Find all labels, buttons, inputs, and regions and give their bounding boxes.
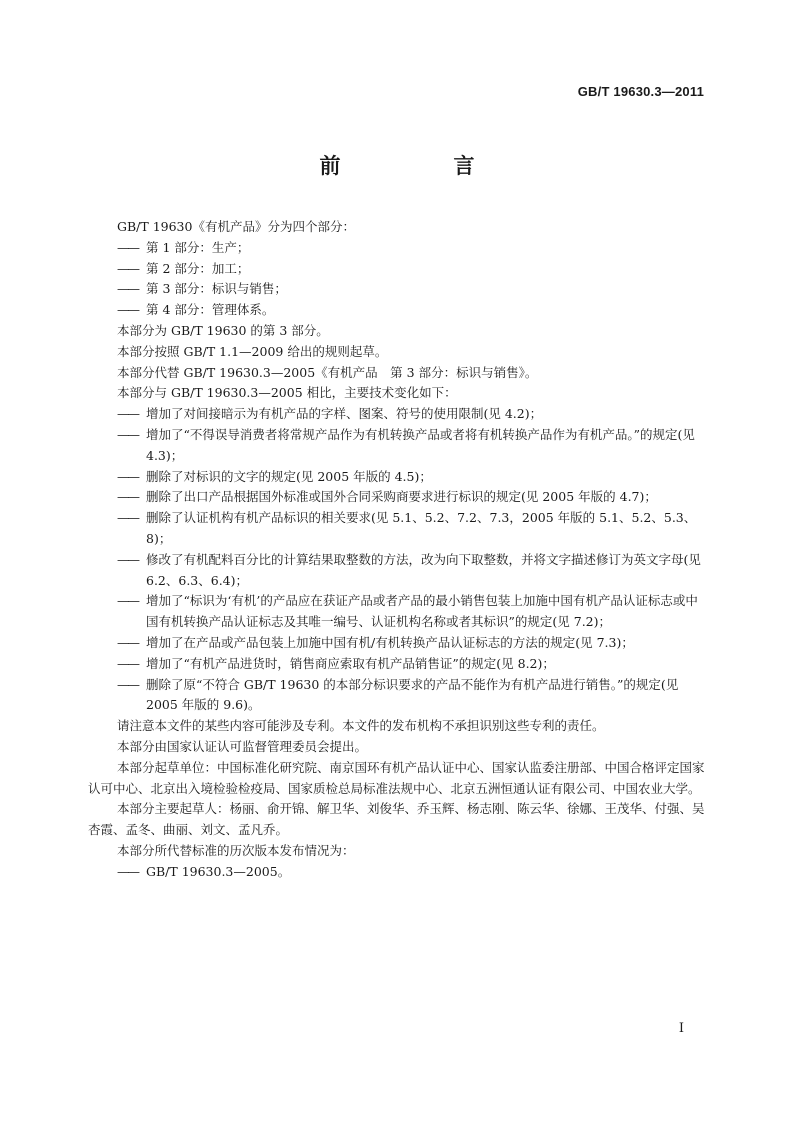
- dash-mark: ——: [117, 634, 138, 650]
- list-item-text: 第 3 部分：标识与销售；: [146, 281, 287, 297]
- list-item: [117, 675, 707, 717]
- list-item: [117, 259, 707, 280]
- this-part-paragraph: 本部分为 GB/T 19630 的第 3 部分。: [117, 322, 329, 338]
- list-item: [117, 279, 707, 300]
- dash-mark: ——: [117, 593, 138, 609]
- list-item-text: 删除了认证机构有机产品标识的相关要求(见 5.1、5.2、7.2、7.3，2005 年版的 5.1、5.2、5.3、8)；: [146, 510, 697, 546]
- dash-mark: ——: [117, 551, 138, 567]
- list-item: [117, 404, 707, 425]
- dash-mark: ——: [117, 281, 138, 297]
- list-item: [117, 508, 707, 550]
- list-item-text: 第 2 部分：加工；: [146, 260, 250, 276]
- list-item: [117, 487, 707, 508]
- dash-mark: ——: [117, 406, 138, 422]
- list-item-text: 增加了对间接暗示为有机产品的字样、图案、符号的使用限制(见 4.2)；: [146, 406, 543, 422]
- page-title: 前 言: [319, 154, 521, 178]
- list-item: [117, 425, 707, 467]
- patent-notice-paragraph: 请注意本文件的某些内容可能涉及专利。本文件的发布机构不承担识别这些专利的责任。: [117, 718, 605, 734]
- dash-mark: ——: [117, 468, 138, 484]
- dash-mark: ——: [117, 426, 138, 442]
- list-item-text: 第 1 部分：生产；: [146, 239, 250, 255]
- drafting-rule-paragraph: 本部分按照 GB/T 1.1—2009 给出的规则起草。: [117, 343, 388, 359]
- list-item: [117, 467, 707, 488]
- replaces-paragraph: 本部分代替 GB/T 19630.3—2005《有机产品 第 3 部分：标识与销售》。: [117, 364, 538, 380]
- list-item-text: 增加了在产品或产品包装上加施中国有机/有机转换产品认证标志的方法的规定(见 7.3)；: [146, 634, 634, 650]
- list-item-text: GB/T 19630.3—2005。: [146, 863, 291, 879]
- list-item-text: 删除了对标识的文字的规定(见 2005 年版的 4.5)；: [146, 468, 432, 484]
- proposed-by-paragraph: 本部分由国家认证认可监督管理委员会提出。: [117, 738, 368, 754]
- list-item: [117, 633, 707, 654]
- page-number: I: [678, 1021, 684, 1036]
- list-item: [117, 591, 707, 633]
- history-intro-paragraph: 本部分所代替标准的历次版本发布情况为：: [117, 842, 355, 858]
- dash-mark: ——: [117, 260, 138, 276]
- list-item: [117, 300, 707, 321]
- list-item-text: 删除了出口产品根据国外标准或国外合同采购商要求进行标识的规定(见 2005 年版的 4.7)；: [146, 489, 657, 505]
- list-item: [117, 238, 707, 259]
- list-item-text: 增加了“标识为‘有机’的产品应在获证产品或者产品的最小销售包装上加施中国有机产品认证标志或中国有机转换产品认证标志及其唯一编号、认证机构名称或者其标识”的规定(见 7.2)；: [146, 593, 698, 630]
- changes-intro-paragraph: 本部分与 GB/T 19630.3—2005 相比，主要技术变化如下：: [117, 385, 457, 401]
- dash-mark: ——: [117, 655, 138, 671]
- standard-code: GB/T 19630.3—2011: [577, 84, 704, 99]
- list-item-text: 第 4 部分：管理体系。: [146, 302, 275, 318]
- list-item: [117, 862, 707, 883]
- intro-paragraph: GB/T 19630《有机产品》分为四个部分：: [117, 219, 355, 234]
- dash-mark: ——: [117, 676, 138, 692]
- drafters-paragraph: 本部分主要起草人：杨丽、俞开锦、解卫华、刘俊华、乔玉辉、杨志刚、陈云华、徐娜、王茂华、付强、吴杏霞、孟冬、曲丽、刘文、孟凡乔。: [88, 801, 705, 838]
- list-item-text: 增加了“不得误导消费者将常规产品作为有机转换产品或者将有机转换产品作为有机产品。”的规定(见 4.3)；: [146, 426, 695, 463]
- dash-mark: ——: [117, 510, 138, 526]
- dash-mark: ——: [117, 239, 138, 255]
- document-body: [88, 217, 707, 883]
- list-item-text: 增加了“有机产品进货时，销售商应索取有机产品销售证”的规定(见 8.2)；: [146, 655, 555, 671]
- dash-mark: ——: [117, 302, 138, 318]
- list-item: [117, 654, 707, 675]
- list-item: [117, 550, 707, 592]
- dash-mark: ——: [117, 863, 138, 879]
- drafting-units-paragraph: 本部分起草单位：中国标准化研究院、南京国环有机产品认证中心、国家认监委注册部、中国合格评定国家认可中心、北京出入境检验检疫局、国家质检总局标准法规中心、北京五洲恒通认证有限公司、中国农业大学。: [88, 759, 705, 796]
- dash-mark: ——: [117, 489, 138, 505]
- list-item-text: 删除了原“不符合 GB/T 19630 的本部分标识要求的产品不能作为有机产品进行销售。”的规定(见 2005 年版的 9.6)。: [146, 676, 679, 713]
- list-item-text: 修改了有机配料百分比的计算结果取整数的方法，改为向下取整数，并将文字描述修订为英文字母(见 6.2、6.3、6.4)；: [146, 551, 701, 588]
